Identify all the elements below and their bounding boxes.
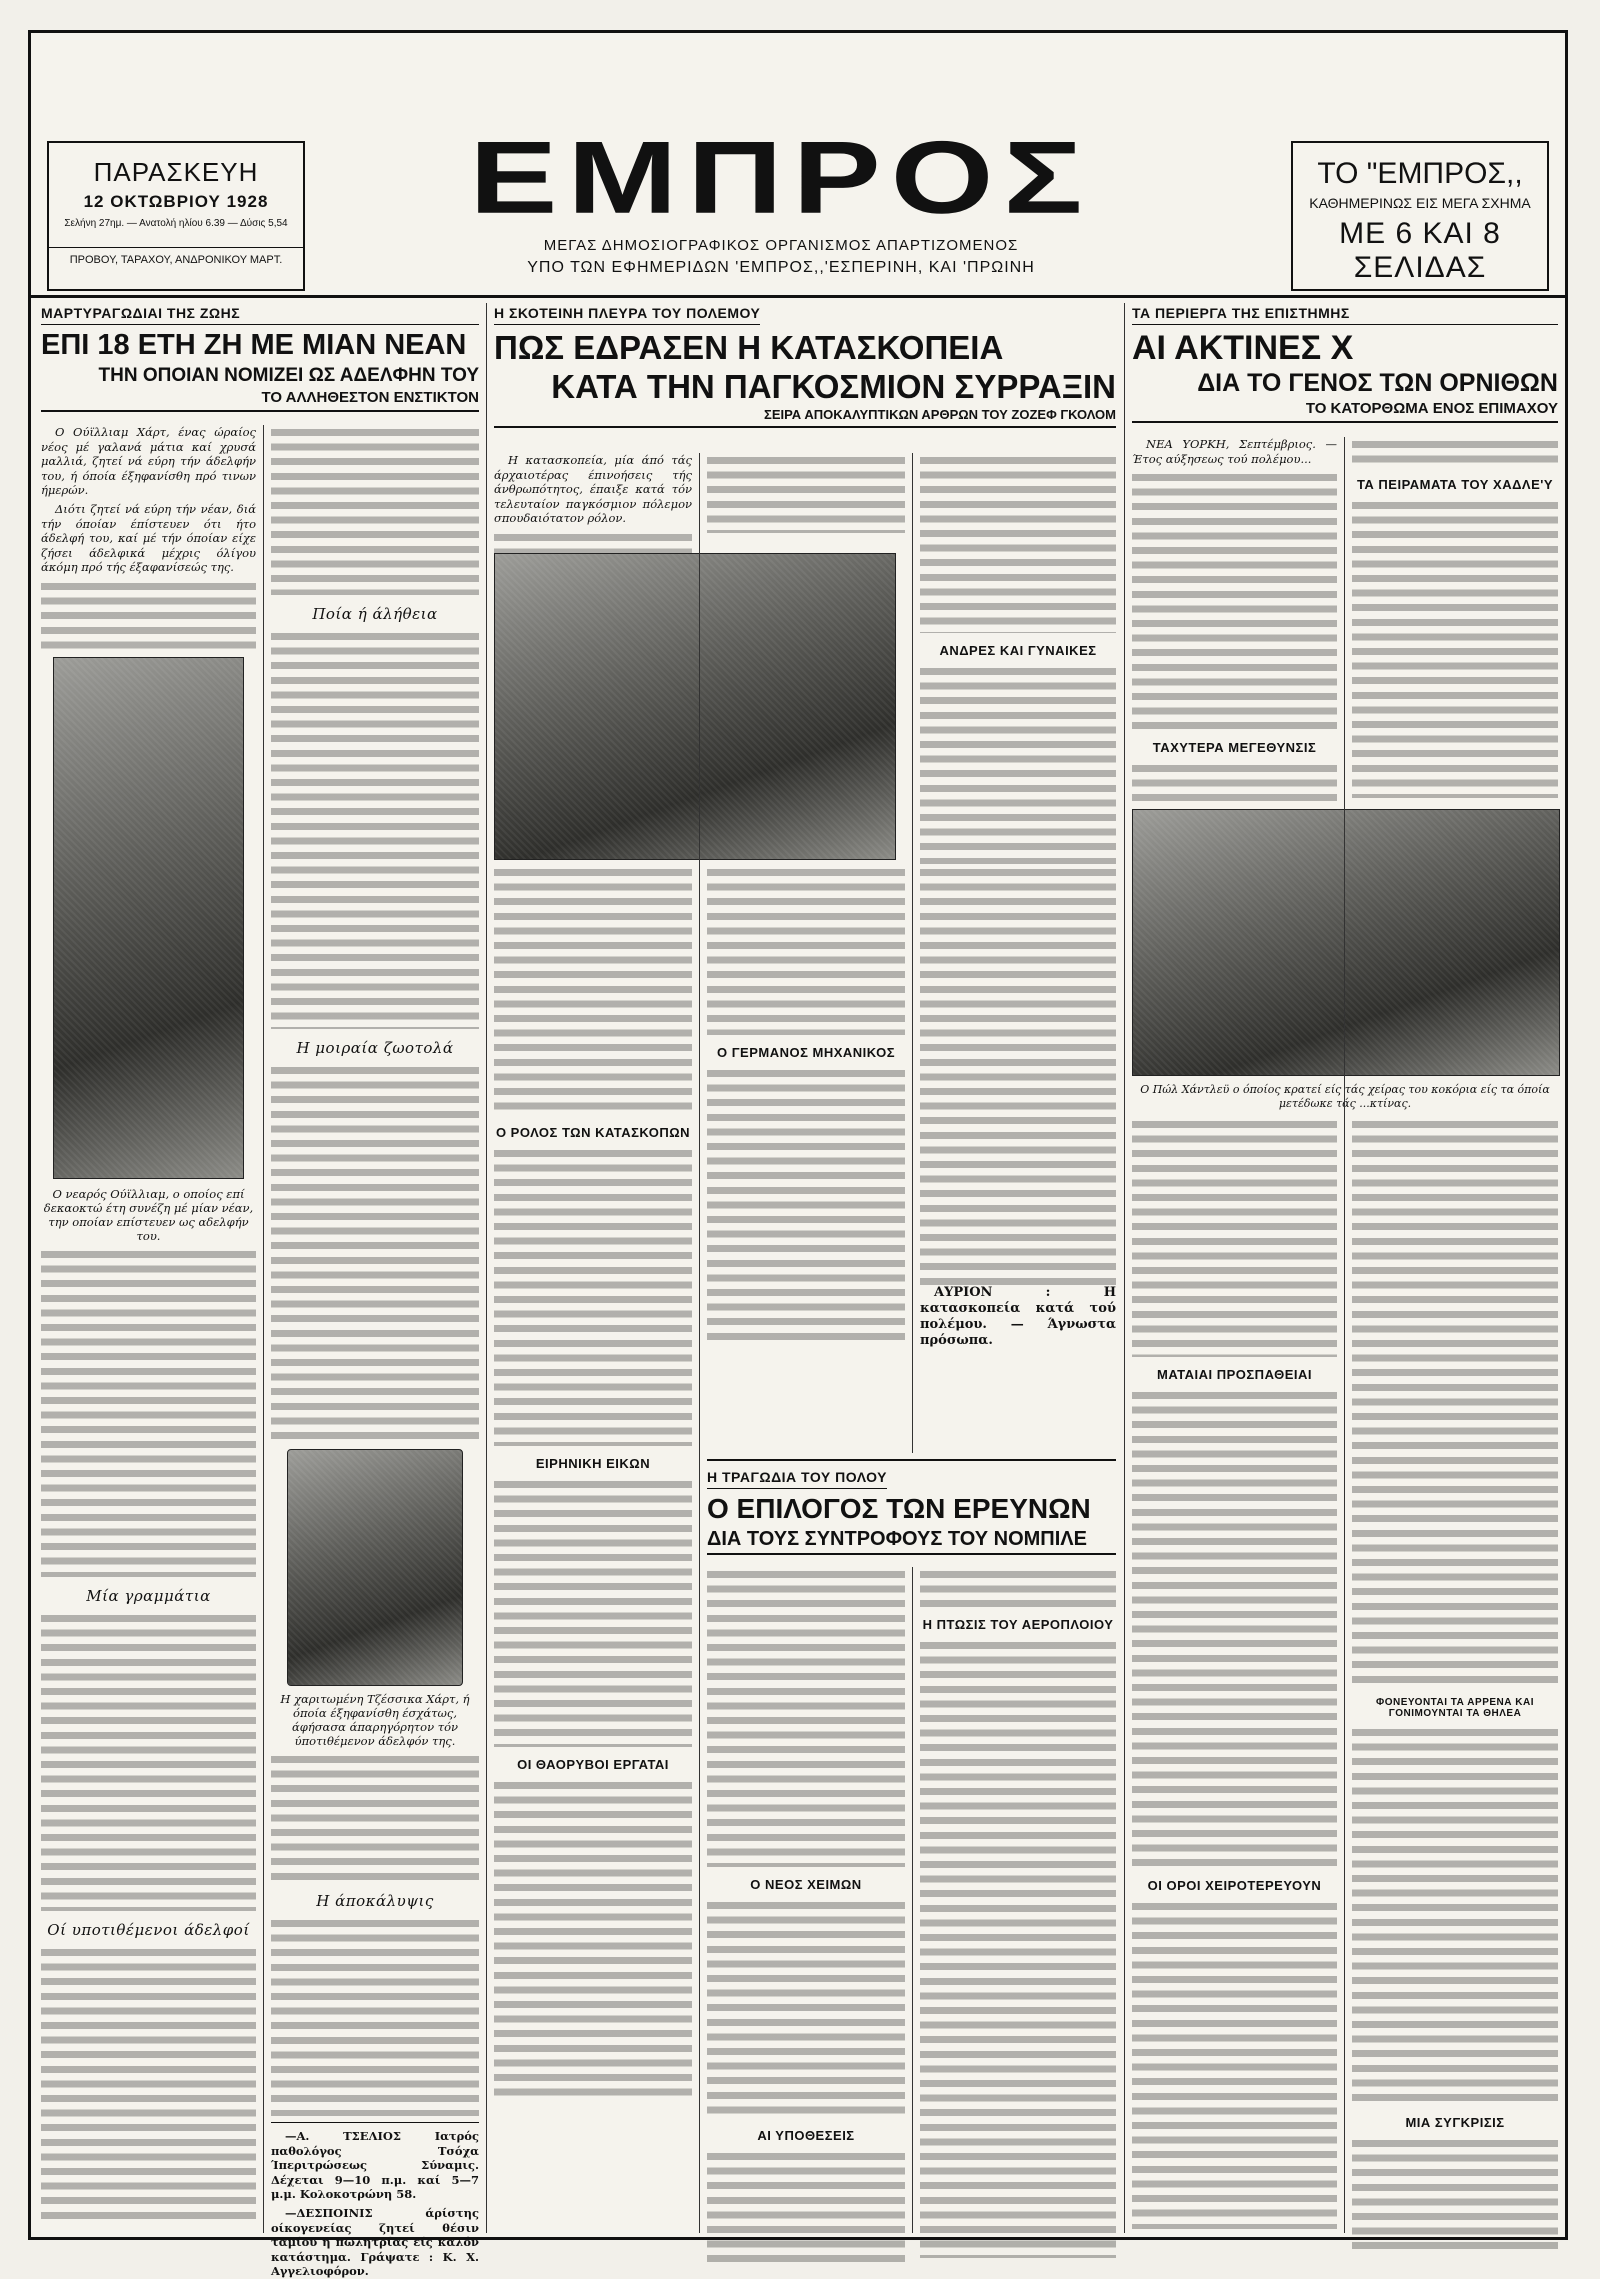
section-heading: Μία γραμμάτια bbox=[86, 1586, 211, 1605]
text-block bbox=[707, 1898, 905, 2118]
text-block bbox=[707, 865, 905, 1035]
text-block bbox=[920, 453, 1116, 633]
right-article-header bbox=[1132, 303, 1558, 433]
left-headline-1: ΕΠΙ 18 ΕΤΗ ΖΗ ΜΕ ΜΙΑΝ ΝΕΑΝ bbox=[41, 329, 467, 361]
date-ear bbox=[47, 141, 305, 291]
text-block bbox=[920, 1638, 1116, 2258]
saints-of-day: ΠΡΟΒΟΥ, ΤΑΡΑΧΟΥ, ΑΝΔΡΟΝΙΚΟΥ ΜΑΡΤ. bbox=[49, 247, 303, 266]
text-block bbox=[920, 865, 1116, 1285]
section-heading: Ο ΡΟΛΟΣ ΤΩΝ ΚΑΤΑΣΚΟΠΩΝ bbox=[495, 1125, 691, 1140]
text-block bbox=[1352, 1725, 1558, 2105]
text-block bbox=[494, 1778, 692, 2098]
section-heading: Η μοιραία ζωοτολά bbox=[296, 1039, 454, 1057]
section-heading: ΦΟΝΕΥΟΝΤΑΙ ΤΑ ΑΡΡΕΝΑ ΚΑΙ ΓΟΝΙΜΟΥΝΤΑΙ ΤΑ ΘΗΛΕΑ bbox=[1376, 1697, 1534, 1719]
section-heading: Η ΠΤΩΣΙΣ ΤΟΥ ΑΕΡΟΠΛΟΙΟΥ bbox=[922, 1617, 1114, 1632]
right-kicker: ΤΑ ΠΕΡΙΕΡΓΑ ΤΗΣ ΕΠΙΣΤΗΜΗΣ bbox=[1132, 303, 1558, 325]
text-block bbox=[1132, 1117, 1337, 1357]
issue-day: ΠΑΡΑΣΚΕΥΗ bbox=[93, 157, 259, 187]
section-heading: ΑΙ ΥΠΟΘΕΣΕΙΣ bbox=[757, 2128, 855, 2143]
right-headline-2: ΔΙΑ ΤΟ ΓΕΝΟΣ ΤΩΝ ΟΡΝΙΘΩΝ bbox=[1197, 369, 1558, 397]
portrait-photo-jessica bbox=[287, 1449, 463, 1686]
right-headline-1: ΑΙ ΑΚΤΙΝΕΣ Χ bbox=[1132, 329, 1354, 367]
text-block bbox=[271, 1063, 479, 1443]
paragraph: Διότι ζητεί νά εύρη τήν νέαν, διά τήν όποίαν έπίστευεν ότι ήτο άδελφή του, καί μέ τήν όποίαν είχε ζήσει άδελφικά μέχρις όλίγου άκόμη πρό τής έξαφανίσεώς της. bbox=[41, 501, 256, 575]
column-rule bbox=[912, 1567, 913, 2233]
pole-headline-2: ΔΙΑ ΤΟΥΣ ΣΥΝΤΡΟΦΟΥΣ ΤΟΥ ΝΟΜΠΙΛΕ bbox=[707, 1529, 1116, 1555]
center-article-header bbox=[494, 303, 1116, 453]
text-block bbox=[1352, 437, 1558, 467]
text-block bbox=[494, 865, 692, 1115]
section-heading: Ποία ή άλήθεια bbox=[312, 605, 438, 623]
newspaper-title: ΕΜΠΡΟΣ bbox=[469, 119, 1093, 235]
section-heading: ΕΙΡΗΝΙΚΗ ΕΙΚΩΝ bbox=[535, 1456, 651, 1471]
newspaper-page bbox=[28, 30, 1568, 2279]
divider bbox=[271, 2122, 479, 2123]
text-block bbox=[1132, 470, 1337, 730]
text-block bbox=[1132, 1388, 1337, 1868]
continued-note bbox=[920, 1285, 1116, 1349]
text-block bbox=[707, 1567, 905, 1867]
text-block bbox=[1132, 1899, 1337, 2229]
pole-headline: Ο ΕΠΙΛΟΓΟΣ ΤΩΝ ΕΡΕΥΝΩΝ bbox=[707, 1493, 1091, 1524]
section-heading: ΤΑΧΥΤΕΡΑ ΜΕΓΕΘΥΝΣΙΣ bbox=[1152, 740, 1317, 756]
left-kicker: ΜΑΡΤΥΡΑΓΩΔΙΑΙ ΤΗΣ ΖΩΗΣ bbox=[41, 303, 479, 325]
left-article-header bbox=[41, 303, 479, 413]
paragraph: ΝΕΑ ΥΟΡΚΗ, Σεπτέμβριος. — Έτος αύξησεως τού πολέμου... bbox=[1132, 437, 1337, 466]
photo-caption: Ο νεαρός Ούϊλλιαμ, ο οποίος επί δεκαοκτώ έτη συνέζη μέ μίαν νέαν, την οποίαν επίστευεν ως αδελφήν του. bbox=[43, 1186, 254, 1243]
paragraph: Ο Ούϊλλιαμ Χάρτ, ένας ώραίος νέος μέ γαλανά μάτια καί χρυσά μαλλιά, ζητεί νά εύρη τήν άδελφήν του, ή όποία έξηφανίσθη πρό τινων ήμερών. bbox=[41, 425, 256, 498]
text-block bbox=[1352, 498, 1558, 798]
paragraph: Η κατασκοπεία, μία άπό τάς άρχαιοτέρας έπινοήσεις τής άνθρωπότητος, έπαιξε κατά τόν τελευταίον παγκόσμιον πόλεμον σπουδαιότατον ρόλον. bbox=[494, 453, 692, 526]
section-heading: ΟΙ ΟΡΟΙ ΧΕΙΡΟΤΕΡΕΥΟΥΝ bbox=[1147, 1878, 1322, 1893]
text-block bbox=[494, 1146, 692, 1446]
text-block bbox=[920, 1567, 1116, 1607]
promo-line-3: ΜΕ 6 ΚΑΙ 8 ΣΕΛΙΔΑΣ bbox=[1339, 217, 1501, 284]
section-heading: Οί υποτιθέμενοι άδελφοί bbox=[47, 1920, 250, 1939]
right-dateline bbox=[1132, 437, 1337, 466]
photo-caption: Ο Πώλ Χάντλεϋ ο όποίος κρατεί είς τάς χείρας του κοκόρια είς τα όποία μετέδωκε τάς ...κτίνας. bbox=[1140, 1083, 1550, 1110]
section-heading: ΜΑΤΑΙΑΙ ΠΡΟΣΠΑΘΕΙΑΙ bbox=[1156, 1367, 1313, 1382]
text-block bbox=[271, 425, 479, 595]
center-lead-text bbox=[494, 453, 692, 526]
text-block bbox=[494, 1477, 692, 1747]
text-block bbox=[1352, 2136, 1558, 2256]
section-heading: Ο ΝΕΟΣ ΧΕΙΜΩΝ bbox=[750, 1877, 862, 1892]
masthead-subtitle-2: ΥΠΟ ΤΩΝ ΕΦΗΜΕΡΙΔΩΝ 'ΕΜΠΡΟΣ,,'ΕΣΠΕΡΙΝΗ, ΚΑΙ 'ΠΡΩΙΝΗ bbox=[527, 259, 1035, 276]
section-heading: ΜΙΑ ΣΥΓΚΡΙΣΙΣ bbox=[1405, 2115, 1505, 2130]
column-rule bbox=[1344, 437, 1345, 2233]
left-lead-text bbox=[41, 425, 256, 575]
section-heading: ΟΙ ΘΑΟΡΥΒΟΙ ΕΡΓΑΤΑΙ bbox=[517, 1757, 669, 1772]
text-block bbox=[41, 1611, 256, 1911]
right-subhead: ΤΟ ΚΑΤΟΡΘΩΜΑ ΕΝΟΣ ΕΠΙΜΑΧΟΥ bbox=[1132, 400, 1558, 423]
center-headline-2: ΚΑΤΑ ΤΗΝ ΠΑΓΚΟΣΜΙΟΝ ΣΥΡΡΑΞΙΝ bbox=[551, 368, 1116, 405]
text-block bbox=[41, 1247, 256, 1577]
pole-kicker: Η ΤΡΑΓΩΔΙΑ ΤΟΥ ΠΟΛΟΥ bbox=[707, 1467, 887, 1489]
section-heading: Η άποκάλυψις bbox=[316, 1892, 434, 1910]
portrait-photo-william bbox=[53, 657, 244, 1179]
left-column-a bbox=[41, 425, 256, 2233]
pole-column-a bbox=[707, 1567, 905, 2233]
right-column-a-lower bbox=[1132, 1117, 1337, 2233]
text-block bbox=[1352, 1117, 1558, 1687]
column-rule bbox=[1124, 303, 1125, 2233]
section-heading: ΤΑ ΠΕΙΡΑΜΑΤΑ ΤΟΥ ΧΑΔΛΕ'Υ bbox=[1356, 477, 1554, 492]
right-column-b-lower bbox=[1352, 1117, 1558, 2233]
text-block bbox=[271, 629, 479, 1029]
masthead bbox=[31, 33, 1565, 298]
center-headline-1: ΠΩΣ ΕΔΡΑΣΕΝ Η ΚΑΤΑΣΚΟΠΕΙΑ bbox=[494, 329, 1004, 366]
left-subhead: ΤΟ ΑΛΛΗΘΕΣΤΟΝ ΕΝΣΤΙΚΤΟΝ bbox=[41, 389, 479, 412]
divider bbox=[707, 1459, 1116, 1461]
text-block bbox=[920, 664, 1116, 864]
column-rule bbox=[699, 453, 700, 2233]
right-column-b bbox=[1352, 437, 1558, 807]
column-rule bbox=[486, 303, 487, 2233]
column-rule bbox=[912, 453, 913, 1453]
text-block bbox=[271, 1752, 479, 1882]
section-heading: Ο ΓΕΡΜΑΝΟΣ ΜΗΧΑΝΙΚΟΣ bbox=[717, 1045, 895, 1060]
text-block bbox=[707, 1066, 905, 1346]
pole-article-header bbox=[707, 1453, 1116, 1563]
rooster-xray-photo bbox=[1132, 809, 1560, 1076]
promo-line-1: ΤΟ "ΕΜΠΡΟΣ,, bbox=[1317, 157, 1523, 190]
promo-ear bbox=[1291, 141, 1549, 291]
classified-ads bbox=[271, 2129, 479, 2279]
column-rule bbox=[263, 425, 264, 2233]
classified-ad: —Α. ΤΣΕΛΙΟΣ Ιατρός παθολόγος Τσόχα Ίπεριτρώσεως Σύναμις. Δέχεται 9—10 π.μ. καί 5—7 μ.μ. Κολοκοτρώνη 58. bbox=[271, 2129, 479, 2202]
photo-caption: Η χαριτωμένη Τζέσσικα Χάρτ, ή όποία έξηφανίσθη έσχάτως, άφήσασα άπαρηγόρητον τόν ύποτιθέμενον άδελφόν της. bbox=[280, 1692, 470, 1748]
section-heading: ΑΝΔΡΕΣ ΚΑΙ ΓΥΝΑΙΚΕΣ bbox=[939, 643, 1097, 658]
issue-date: 12 ΟΚΤΩΒΡΙΟΥ 1928 bbox=[83, 192, 269, 211]
text-block bbox=[41, 579, 256, 649]
text-block bbox=[41, 1945, 256, 2225]
left-headline-2: ΤΗΝ ΟΠΟΙΑΝ ΝΟΜΙΖΕΙ ΩΣ ΑΔΕΛΦΗΝ ΤΟΥ bbox=[98, 365, 479, 386]
text-block bbox=[707, 2149, 905, 2269]
center-column-a-lower bbox=[494, 865, 692, 2233]
promo-line-2: ΚΑΘΗΜΕΡΙΝΩΣ ΕΙΣ ΜΕΓΑ ΣΧΗΜΑ bbox=[1309, 195, 1531, 211]
classified-ad: —ΔΕΣΠΟΙΝΙΣ άρίστης οίκογενείας ζητεί θέσιν ταμίου ή πωλητρίας είς καλόν κατάστημα. Γράψατε : Κ. Χ. Αγγελιοφόρον. bbox=[271, 2205, 479, 2279]
masthead-subtitle-1: ΜΕΓΑΣ ΔΗΜΟΣΙΟΓΡΑΦΙΚΟΣ ΟΡΓΑΝΙΣΜΟΣ ΑΠΑΡΤΙΖΟΜΕΝΟΣ bbox=[543, 237, 1019, 254]
text-block bbox=[271, 1916, 479, 2116]
sun-times: Σελήνη 27ημ. — Ανατολή ηλίου 6.39 — Δύσις 5,54 bbox=[64, 218, 288, 229]
left-column-b bbox=[271, 425, 479, 2279]
center-subhead: ΣΕΙΡΑ ΑΠΟΚΑΛΥΠΤΙΚΩΝ ΑΡΘΡΩΝ ΤΟΥ ΖΟΖΕΦ ΓΚΟΛΟΜ bbox=[494, 407, 1116, 428]
center-kicker: Η ΣΚΟΤΕΙΝΗ ΠΛΕΥΡΑ ΤΟΥ ΠΟΛΕΜΟΥ bbox=[494, 303, 760, 325]
tomorrow-note: ΑΥΡΙΟΝ : Η κατασκοπεία κατά τού πολέμου. — Άγνωστα πρόσωπα. bbox=[920, 1285, 1116, 1348]
text-block bbox=[707, 453, 905, 533]
center-column-c-lower bbox=[920, 865, 1116, 1455]
pole-column-b bbox=[920, 1567, 1116, 2233]
